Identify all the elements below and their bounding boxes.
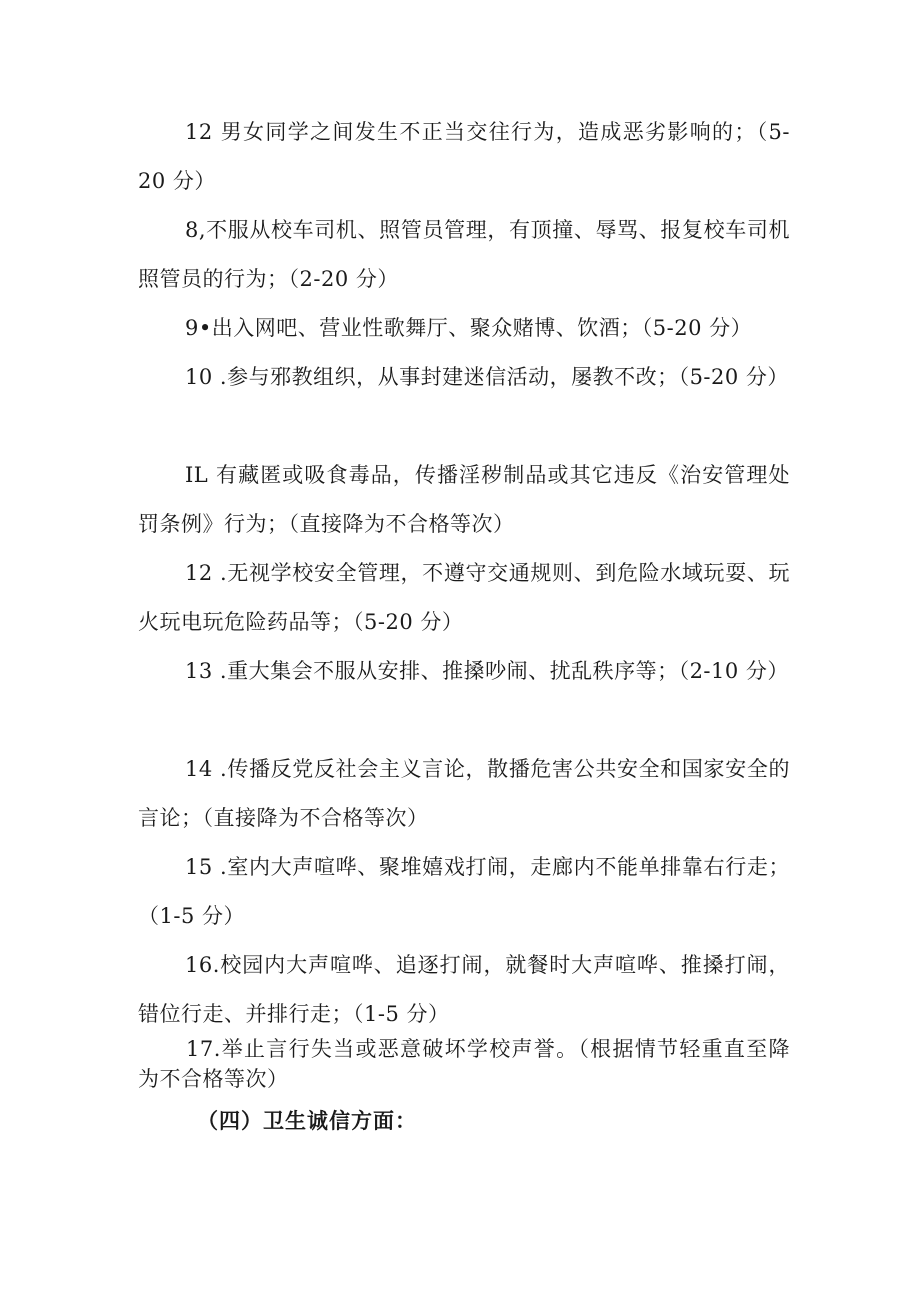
rule-item-14-speech: 14 .传播反党反社会主义言论，散播危害公共安全和国家安全的言论；（直接降为不合格等次） (138, 757, 790, 830)
rule-item-9-internet-cafe: 9•出入网吧、营业性歌舞厅、聚众赌博、饮酒；（5-20 分） (185, 316, 753, 340)
rule-item-15-indoor-noise: 15 .室内大声喧哗、聚堆嬉戏打闹，走廊内不能单排靠右行走；（1-5 分） (138, 855, 790, 928)
rule-item-11-drugs: IL 有藏匿或吸食毒品，传播淫秽制品或其它违反《治安管理处罚条例》行为；（直接降为不合格等次） (138, 463, 790, 536)
rule-item-13-assembly: 13 .重大集会不服从安排、推搡吵闹、扰乱秩序等；（2-10 分） (185, 659, 789, 683)
rule-item-12-safety: 12 .无视学校安全管理，不遵守交通规则、到危险水域玩耍、玩火玩电玩危险药品等；（5-20 分） (138, 561, 790, 634)
section-heading: （四）卫生诚信方面： (197, 1109, 417, 1133)
rule-item-12-relationships: 12 男女同学之间发生不正当交往行为，造成恶劣影响的；（5-20 分） (138, 120, 790, 193)
rule-item-10-cult: 10 .参与邪教组织，从事封建迷信活动，屡教不改；（5-20 分） (185, 365, 789, 389)
rule-item-17-conduct: 17.举止言行失当或恶意破坏学校声誉。（根据情节轻重直至降为不合格等次） (138, 1037, 790, 1091)
rule-item-8-school-bus: 8,不服从校车司机、照管员管理，有顶撞、辱骂、报复校车司机照管员的行为；（2-20 分） (138, 218, 790, 291)
rule-item-16-campus-noise: 16.校园内大声喧哗、追逐打闹，就餐时大声喧哗、推搡打闹，错位行走、并排行走；（1-5 分） (138, 953, 790, 1026)
